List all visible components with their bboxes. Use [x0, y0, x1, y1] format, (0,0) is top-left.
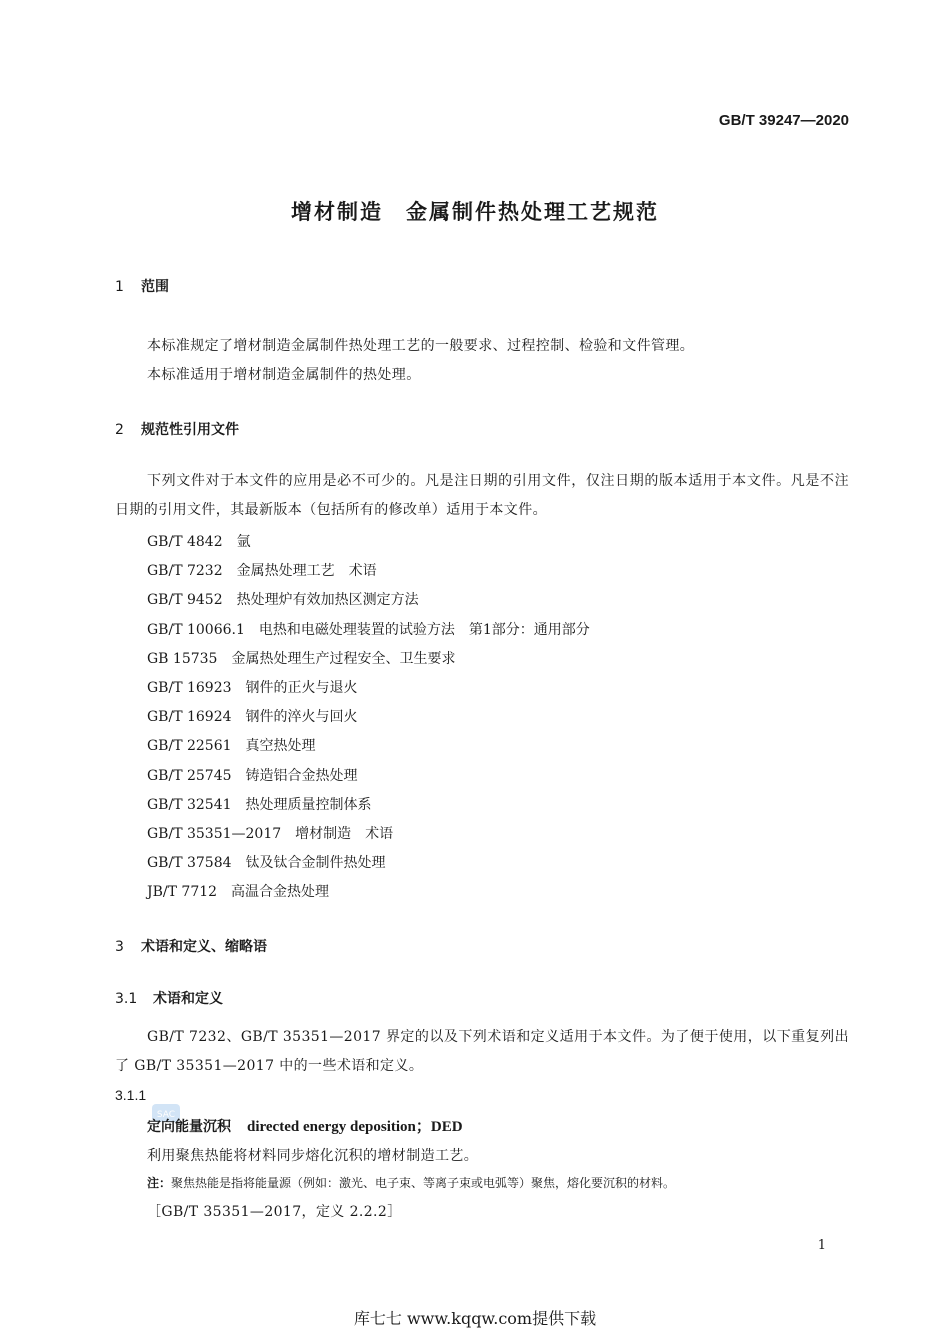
- reference-item: [147, 589, 419, 609]
- note-text: 聚焦热能是指将能量源（例如：激光、电子束、等离子束或电弧等）聚焦，熔化要沉积的材料。: [171, 1176, 676, 1190]
- paragraph: 本标准适用于增材制造金属制件的热处理。: [147, 367, 421, 383]
- reference-item: [147, 823, 393, 843]
- reference-item: [147, 794, 372, 814]
- document-title: 增材制造 金属制件热处理工艺规范: [291, 200, 659, 224]
- section-3-heading: [115, 936, 267, 956]
- reference-item: [147, 765, 358, 785]
- term-number: 3.1.1: [115, 1087, 147, 1103]
- svg-text:SAC: SAC: [156, 1110, 176, 1120]
- section-title: 范围: [141, 279, 169, 295]
- reference-code: GB/T 35351—2017: [147, 826, 282, 842]
- reference-title: 电热和电磁处理装置的试验方法 第1部分：通用部分: [258, 622, 590, 638]
- term-definition: 利用聚焦热能将材料同步熔化沉积的增材制造工艺。: [147, 1148, 479, 1164]
- subsection-title: 术语和定义: [153, 991, 223, 1007]
- reference-item: [147, 706, 358, 726]
- reference-item: [147, 648, 455, 668]
- term-entry: [147, 1115, 463, 1136]
- term-note: [147, 1174, 675, 1191]
- reference-title: 增材制造 术语: [295, 826, 394, 842]
- paragraph: 本标准规定了增材制造金属制件热处理工艺的一般要求、过程控制、检验和文件管理。: [147, 338, 695, 354]
- reference-code: GB/T 25745: [147, 768, 232, 784]
- term-source: ［GB/T 35351—2017，定义 2.2.2］: [147, 1204, 402, 1220]
- subsection-number: 3.1: [115, 991, 138, 1007]
- reference-code: GB 15735: [147, 651, 218, 667]
- reference-title: 高温合金热处理: [231, 884, 330, 900]
- reference-title: 钛及钛合金制件热处理: [245, 855, 386, 871]
- term-english: directed energy deposition；DED: [247, 1119, 463, 1135]
- reference-code: GB/T 37584: [147, 855, 232, 871]
- standard-number: GB/T 39247—2020: [718, 112, 849, 129]
- term-chinese: 定向能量沉积: [147, 1119, 231, 1135]
- subsection-3-1-heading: [115, 988, 223, 1008]
- reference-item: [147, 560, 377, 580]
- paragraph: 下列文件对于本文件的应用是必不可少的。凡是注日期的引用文件，仅注日期的版本适用于本文件。凡是不注日期的引用文件，其最新版本（包括所有的修改单）适用于本文件。: [115, 473, 849, 518]
- reference-title: 金属热处理工艺 术语: [236, 563, 377, 579]
- reference-code: GB/T 9452: [147, 592, 223, 608]
- reference-code: GB/T 7232: [147, 563, 223, 579]
- reference-item: [147, 881, 329, 901]
- reference-title: 铸造铝合金热处理: [245, 768, 358, 784]
- reference-title: 氩: [236, 534, 251, 550]
- reference-code: GB/T 22561: [147, 738, 232, 754]
- reference-item: [147, 531, 251, 551]
- section-number: 3: [115, 939, 124, 955]
- reference-item: [147, 735, 316, 755]
- section-title: 术语和定义、缩略语: [141, 939, 267, 955]
- reference-title: 真空热处理: [245, 738, 316, 754]
- reference-code: JB/T 7712: [147, 884, 218, 900]
- section-1-heading: [115, 276, 169, 296]
- section-title: 规范性引用文件: [141, 422, 239, 438]
- reference-code: GB/T 10066.1: [147, 622, 245, 638]
- reference-title: 金属热处理生产过程安全、卫生要求: [231, 651, 456, 667]
- note-label: 注：: [147, 1176, 172, 1190]
- paragraph: GB/T 7232、GB/T 35351—2017 界定的以及下列术语和定义适用于本文件。为了便于使用，以下重复列出了 GB/T 35351—2017 中的一些术语和定义。: [115, 1029, 849, 1074]
- download-footer: 库七七 www.kqqw.com提供下载: [353, 1309, 597, 1328]
- section-number: 2: [115, 422, 124, 438]
- reference-code: GB/T 4842: [147, 534, 223, 550]
- reference-title: 热处理炉有效加热区测定方法: [236, 592, 419, 608]
- reference-code: GB/T 16923: [147, 680, 232, 696]
- page-number: 1: [817, 1238, 826, 1253]
- reference-title: 钢件的正火与退火: [245, 680, 358, 696]
- reference-title: 钢件的淬火与回火: [245, 709, 358, 725]
- section-2-heading: [115, 419, 239, 439]
- section-number: 1: [115, 279, 124, 295]
- reference-title: 热处理质量控制体系: [245, 797, 372, 813]
- reference-code: GB/T 16924: [147, 709, 232, 725]
- reference-item: [147, 619, 590, 639]
- reference-item: [147, 677, 358, 697]
- reference-code: GB/T 32541: [147, 797, 232, 813]
- reference-item: [147, 852, 386, 872]
